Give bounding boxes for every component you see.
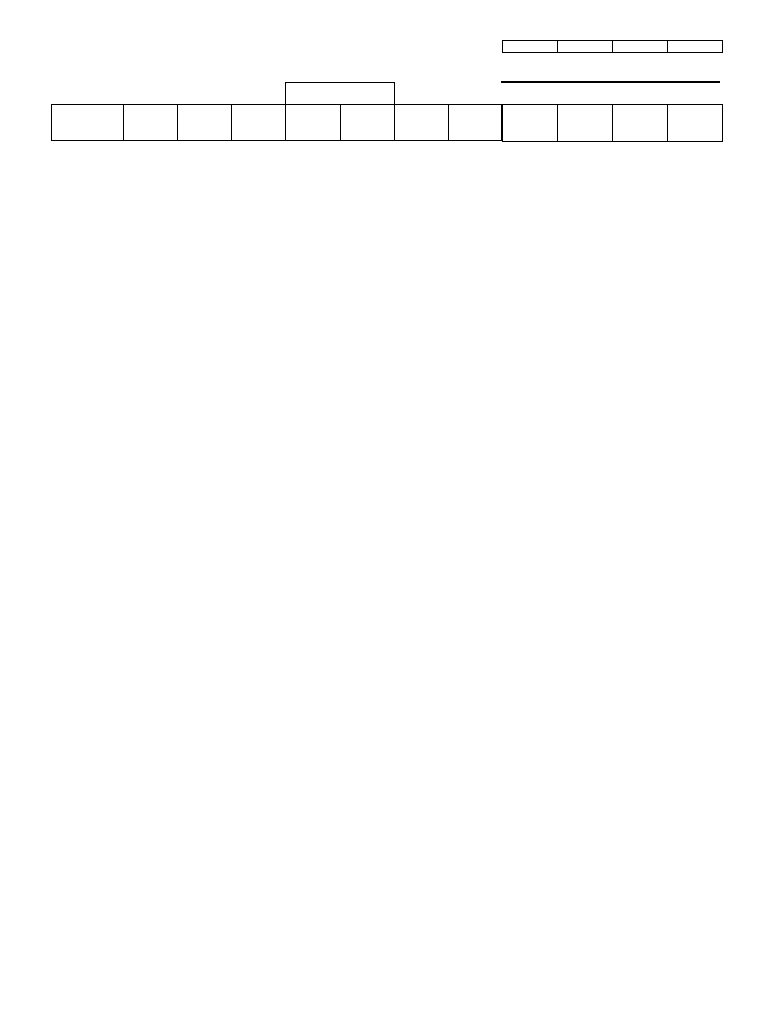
span-header-row xyxy=(502,104,723,142)
col-bcruce xyxy=(394,104,449,141)
span-500 xyxy=(503,105,558,142)
col-alto xyxy=(285,104,341,141)
span-750 xyxy=(668,105,723,142)
span-700 xyxy=(613,105,668,142)
col-codigo xyxy=(51,104,124,141)
col-dbc xyxy=(177,104,232,141)
ratio-cell xyxy=(613,41,668,53)
group-header xyxy=(285,82,395,104)
ratio-cell xyxy=(668,41,723,53)
col-espesor xyxy=(340,104,395,141)
col-peso xyxy=(448,104,502,141)
col-dbr xyxy=(123,104,178,141)
span-600 xyxy=(558,105,613,142)
right-header-top-line xyxy=(501,81,720,83)
ratio-row xyxy=(502,40,723,53)
ratio-cell xyxy=(558,41,613,53)
ratio-cell xyxy=(503,41,558,53)
col-bresist xyxy=(231,104,286,141)
